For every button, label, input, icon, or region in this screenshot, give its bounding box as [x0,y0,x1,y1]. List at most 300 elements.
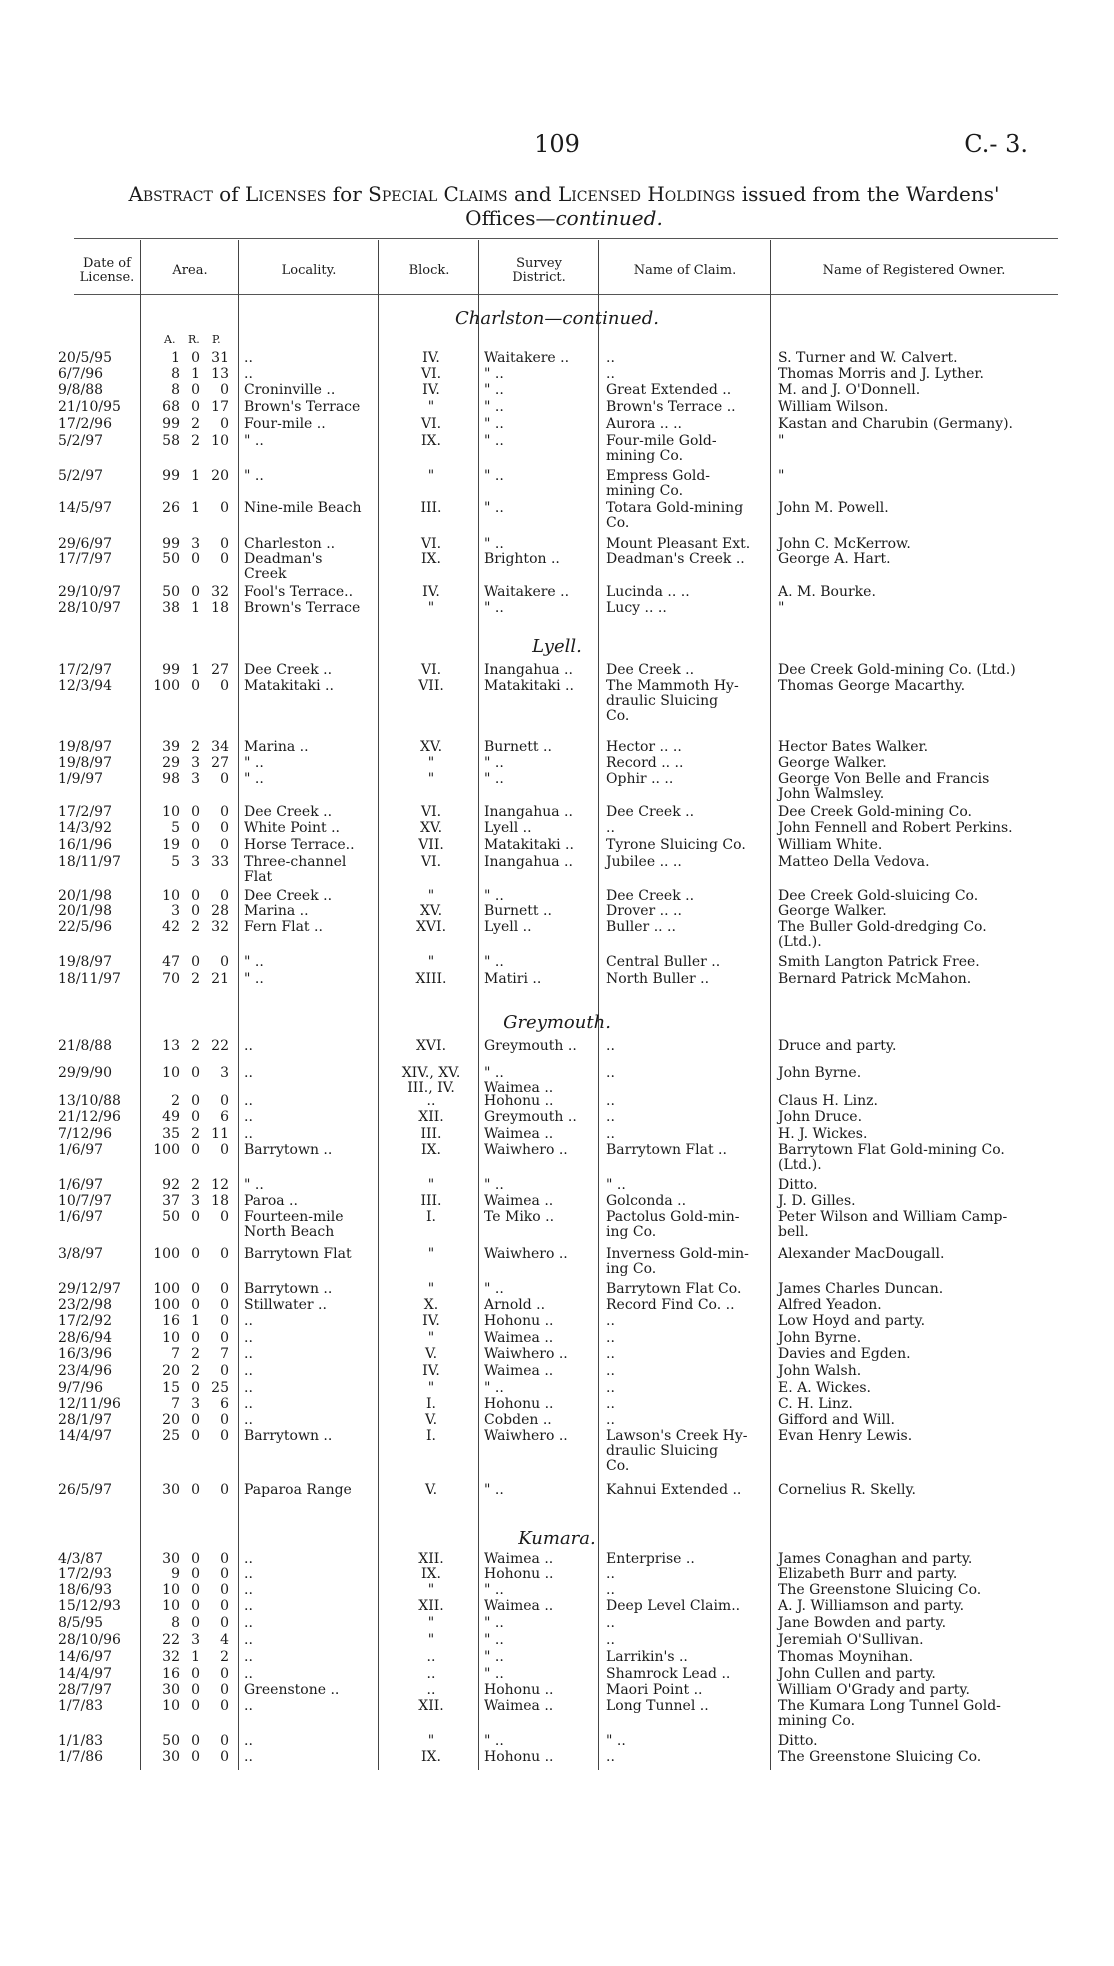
cell-clm: Inverness Gold-min- ing Co. [606,1246,749,1277]
cell-blk: .. [426,1666,436,1682]
cell-clm: Deadman's Creek .. [606,551,745,567]
cell-date: 14/4/97 [58,1428,112,1444]
cell-date: 1/6/97 [58,1209,104,1225]
cell-blk: " [427,1632,435,1648]
cell-date: 28/1/97 [58,1412,112,1428]
cell-sur: Burnett .. [484,903,552,919]
cell-r: 2 [191,1346,200,1362]
cell-own: Jane Bowden and party. [778,1615,947,1631]
cell-a: 58 [162,433,180,449]
cell-own: George Von Belle and Francis John Walmsley. [778,771,990,802]
cell-p: 0 [220,1682,229,1698]
cell-blk: IV. [422,382,440,398]
cell-p: 27 [211,755,229,771]
cell-a: 50 [162,551,180,567]
cell-r: 0 [191,1281,200,1297]
cell-loc: .. [244,350,253,366]
cell-blk: " [427,755,435,771]
cell-a: 30 [162,1482,180,1498]
cell-sur: " .. [484,600,504,616]
cell-own: John Fennell and Robert Perkins. [778,820,1013,836]
cell-loc: " .. [244,771,264,787]
cell-loc: .. [244,1126,253,1142]
cell-blk: VI. [420,536,442,552]
cell-p: 27 [211,662,229,678]
cell-a: 68 [162,399,180,415]
cell-sur: Waitakere .. [484,350,570,366]
cell-p: 0 [220,1749,229,1765]
cell-own: The Greenstone Sluicing Co. [778,1749,982,1765]
cell-a: 42 [162,919,180,935]
cell-sur: " .. [484,536,504,552]
section-heading: Lyell. [532,636,582,657]
cell-p: 0 [220,1598,229,1614]
cell-date: 18/11/97 [58,971,121,987]
cell-sur: Inangahua .. [484,662,573,678]
cell-r: 0 [191,1749,200,1765]
cell-r: 0 [191,1246,200,1262]
cell-r: 0 [191,1666,200,1682]
cell-blk: IV. [422,1363,440,1379]
cell-date: 16/3/96 [58,1346,112,1362]
cell-a: 15 [162,1380,180,1396]
cell-sur: " .. [484,1666,504,1682]
cell-r: 3 [191,1396,200,1412]
cell-sur: Cobden .. [484,1412,552,1428]
header-block: Block. [408,263,450,278]
cell-blk: XIII. [415,971,447,987]
cell-a: 100 [153,1297,180,1313]
cell-loc: .. [244,1109,253,1125]
cell-sur: Waiwhero .. [484,1142,568,1158]
cell-date: 28/10/96 [58,1632,121,1648]
cell-a: 10 [162,1698,180,1714]
cell-sur: " .. [484,433,504,449]
cell-p: 0 [220,500,229,516]
cell-r: 0 [191,382,200,398]
cell-clm: Kahnui Extended .. [606,1482,742,1498]
cell-sur: " .. [484,1733,504,1749]
cell-r: 0 [191,1428,200,1444]
cell-r: 1 [191,500,200,516]
cell-blk: IX. [421,433,441,449]
cell-sur: Greymouth .. [484,1109,577,1125]
cell-blk: IX. [421,1566,441,1582]
cell-clm: Brown's Terrace .. [606,399,736,415]
cell-own: M. and J. O'Donnell. [778,382,921,398]
cell-own: Hector Bates Walker. [778,739,929,755]
cell-sur: Inangahua .. [484,854,573,870]
cell-blk: " [427,399,435,415]
cell-sur: Waimea .. [484,1551,554,1567]
cell-clm: Record .. .. [606,755,684,771]
cell-blk: XII. [418,1598,444,1614]
cell-clm: Dee Creek .. [606,804,695,820]
cell-r: 3 [191,1193,200,1209]
cell-own: Dee Creek Gold-sluicing Co. [778,888,979,904]
cell-date: 17/7/97 [58,551,112,567]
cell-date: 17/2/96 [58,416,112,432]
cell-a: 100 [153,1281,180,1297]
cell-date: 21/12/96 [58,1109,121,1125]
cell-r: 0 [191,804,200,820]
cell-sur: Waiwhero .. [484,1346,568,1362]
cell-blk: VI. [420,662,442,678]
cell-loc: .. [244,1038,253,1054]
cell-sur: Greymouth .. [484,1038,577,1054]
cell-p: 21 [211,971,229,987]
cell-loc: " .. [244,954,264,970]
header-area: Area. [172,263,208,278]
cell-own: Smith Langton Patrick Free. [778,954,980,970]
cell-sur: Waimea .. [484,1330,554,1346]
cell-date: 8/5/95 [58,1615,104,1631]
cell-a: 8 [171,382,180,398]
cell-r: 1 [191,468,200,484]
cell-own: Alfred Yeadon. [778,1297,882,1313]
cell-own: Jeremiah O'Sullivan. [778,1632,924,1648]
cell-sur: " .. [484,382,504,398]
cell-date: 29/9/90 [58,1065,112,1081]
cell-p: 0 [220,1330,229,1346]
cell-blk: .. [426,1649,436,1665]
cell-date: 20/1/98 [58,903,112,919]
cell-own: John Byrne. [778,1330,862,1346]
cell-loc: Charleston .. [244,536,336,552]
cell-date: 10/7/97 [58,1193,112,1209]
cell-own: Dee Creek Gold-mining Co. [778,804,972,820]
cell-blk: XII. [418,1551,444,1567]
cell-p: 28 [211,903,229,919]
cell-clm: Long Tunnel .. [606,1698,709,1714]
cell-date: 14/5/97 [58,500,112,516]
cell-date: 5/2/97 [58,468,104,484]
cell-own: Matteo Della Vedova. [778,854,930,870]
cell-own: John M. Powell. [778,500,889,516]
cell-sur: " .. [484,366,504,382]
cell-date: 19/8/97 [58,739,112,755]
cell-loc: .. [244,1582,253,1598]
cell-clm: Golconda .. [606,1193,687,1209]
cell-blk: XII. [418,1698,444,1714]
cell-date: 3/8/97 [58,1246,104,1262]
cell-a: 10 [162,888,180,904]
cell-date: 17/2/92 [58,1313,112,1329]
cell-date: 1/6/97 [58,1142,104,1158]
cell-a: 47 [162,954,180,970]
cell-blk: " [427,1733,435,1749]
cell-p: 0 [220,1093,229,1109]
cell-p: 3 [220,1065,229,1081]
cell-clm: .. [606,366,615,382]
cell-clm: Four-mile Gold- mining Co. [606,433,717,464]
cell-own: Dee Creek Gold-mining Co. (Ltd.) [778,662,1016,678]
cell-loc: .. [244,1412,253,1428]
cell-a: 8 [171,1615,180,1631]
cell-r: 0 [191,903,200,919]
cell-sur: " .. [484,1649,504,1665]
unit-acres: A. [164,333,176,346]
cell-blk: I. [426,1396,436,1412]
cell-own: Ditto. [778,1733,818,1749]
cell-sur: Waitakere .. [484,584,570,600]
cell-loc: " .. [244,755,264,771]
cell-blk: III. [420,500,442,516]
cell-r: 0 [191,888,200,904]
cell-p: 2 [220,1649,229,1665]
cell-r: 0 [191,1733,200,1749]
cell-p: 0 [220,1615,229,1631]
cell-r: 0 [191,1297,200,1313]
cell-loc: Croninville .. [244,382,336,398]
cell-clm: .. [606,1313,615,1329]
cell-clm: .. [606,1749,615,1765]
cell-clm: Barrytown Flat Co. [606,1281,742,1297]
cell-date: 23/2/98 [58,1297,112,1313]
cell-loc: Deadman's Creek [244,551,323,582]
cell-clm: .. [606,1615,615,1631]
cell-loc: Dee Creek .. [244,888,333,904]
header-locality: Locality. [281,263,337,278]
cell-sur: Waimea .. [484,1363,554,1379]
cell-r: 0 [191,837,200,853]
cell-clm: Barrytown Flat .. [606,1142,727,1158]
cell-p: 12 [211,1177,229,1193]
cell-clm: Dee Creek .. [606,888,695,904]
cell-loc: .. [244,1698,253,1714]
cell-blk: V. [424,1346,438,1362]
cell-r: 0 [191,1598,200,1614]
cell-own: James Charles Duncan. [778,1281,944,1297]
cell-loc: Greenstone .. [244,1682,340,1698]
cell-p: 0 [220,888,229,904]
cell-sur: Hohonu .. [484,1093,554,1109]
cell-sur: Lyell .. [484,820,532,836]
cell-clm: Lucinda .. .. [606,584,690,600]
cell-r: 0 [191,1142,200,1158]
cell-clm: Enterprise .. [606,1551,695,1567]
cell-sur: Waimea .. [484,1126,554,1142]
cell-date: 12/11/96 [58,1396,121,1412]
cell-date: 9/7/96 [58,1380,104,1396]
cell-loc: .. [244,1733,253,1749]
cell-p: 0 [220,382,229,398]
cell-r: 0 [191,1330,200,1346]
cell-own: " [778,433,785,449]
cell-loc: White Point .. [244,820,340,836]
cell-clm: .. [606,1380,615,1396]
cell-loc: Barrytown .. [244,1142,333,1158]
cell-loc: .. [244,1093,253,1109]
cell-clm: Tyrone Sluicing Co. [606,837,746,853]
cell-blk: .. [426,1093,436,1109]
cell-blk: " [427,1380,435,1396]
cell-date: 1/1/83 [58,1733,104,1749]
cell-p: 0 [220,771,229,787]
cell-loc: " .. [244,433,264,449]
cell-p: 11 [211,1126,229,1142]
cell-loc: Barrytown .. [244,1428,333,1444]
cell-r: 0 [191,678,200,694]
cell-blk: " [427,468,435,484]
cell-loc: " .. [244,971,264,987]
cell-a: 10 [162,804,180,820]
cell-clm: Mount Pleasant Ext. [606,536,751,552]
cell-a: 8 [171,366,180,382]
cell-own: The Kumara Long Tunnel Gold- mining Co. [778,1698,1001,1729]
cell-own: Cornelius R. Skelly. [778,1482,916,1498]
cell-loc: Marina .. [244,903,309,919]
cell-r: 0 [191,1698,200,1714]
cell-loc: .. [244,1666,253,1682]
cell-a: 9 [171,1566,180,1582]
cell-p: 34 [211,739,229,755]
cell-r: 0 [191,399,200,415]
cell-r: 3 [191,755,200,771]
cell-loc: Stillwater .. [244,1297,327,1313]
cell-own: Barrytown Flat Gold-mining Co. (Ltd.). [778,1142,1005,1173]
cell-own: William White. [778,837,883,853]
cell-a: 20 [162,1412,180,1428]
cell-sur: " .. [484,755,504,771]
cell-clm: Shamrock Lead .. [606,1666,731,1682]
cell-a: 22 [162,1632,180,1648]
cell-blk: XV. [419,903,443,919]
cell-a: 30 [162,1682,180,1698]
cell-sur: " .. [484,416,504,432]
cell-blk: VI. [420,416,442,432]
cell-date: 1/7/86 [58,1749,104,1765]
cell-loc: Paparoa Range [244,1482,352,1498]
cell-loc: Dee Creek .. [244,662,333,678]
cell-own: Evan Henry Lewis. [778,1428,913,1444]
cell-clm: .. [606,1065,615,1081]
cell-loc: .. [244,1649,253,1665]
cell-r: 0 [191,1482,200,1498]
header-date: Date of License. [79,256,135,285]
cell-clm: .. [606,1109,615,1125]
cell-date: 9/8/88 [58,382,104,398]
cell-blk: IV. [422,350,440,366]
cell-loc: .. [244,1598,253,1614]
cell-date: 18/11/97 [58,854,121,870]
cell-date: 14/4/97 [58,1666,112,1682]
cell-r: 1 [191,1313,200,1329]
cell-clm: " .. [606,1177,626,1193]
cell-own: James Conaghan and party. [778,1551,973,1567]
cell-clm: Dee Creek .. [606,662,695,678]
unit-roods: R. [188,333,200,346]
cell-own: S. Turner and W. Calvert. [778,350,958,366]
cell-blk: VI. [420,366,442,382]
unit-perches: P. [212,333,221,346]
cell-blk: IX. [421,1142,441,1158]
cell-p: 13 [211,366,229,382]
cell-loc: .. [244,1313,253,1329]
cell-sur: Brighton .. [484,551,560,567]
cell-blk: VII. [418,678,444,694]
cell-own: J. D. Gilles. [778,1193,856,1209]
cell-date: 12/3/94 [58,678,112,694]
cell-date: 19/8/97 [58,755,112,771]
cell-blk: V. [424,1412,438,1428]
cell-p: 0 [220,1363,229,1379]
cell-a: 29 [162,755,180,771]
cell-own: Gifford and Will. [778,1412,895,1428]
cell-sur: Arnold .. [484,1297,546,1313]
cell-sur: Matakitaki .. [484,678,574,694]
cell-clm: .. [606,1566,615,1582]
cell-r: 3 [191,771,200,787]
cell-sur: " .. [484,1632,504,1648]
cell-sur: Matakitaki .. [484,837,574,853]
cell-own: John Cullen and party. [778,1666,936,1682]
cell-r: 3 [191,536,200,552]
cell-clm: Empress Gold- mining Co. [606,468,711,499]
cell-blk: XV. [419,820,443,836]
cell-r: 0 [191,350,200,366]
cell-a: 16 [162,1313,180,1329]
cell-p: 0 [220,551,229,567]
cell-date: 4/3/87 [58,1551,104,1567]
cell-p: 0 [220,820,229,836]
cell-a: 39 [162,739,180,755]
cell-loc: .. [244,1615,253,1631]
cell-r: 3 [191,854,200,870]
cell-p: 0 [220,1551,229,1567]
cell-p: 0 [220,1428,229,1444]
cell-p: 0 [220,1142,229,1158]
cell-blk: V. [424,1482,438,1498]
cell-clm: The Mammoth Hy- draulic Sluicing Co. [606,678,739,724]
cell-p: 0 [220,1209,229,1225]
cell-date: 1/7/83 [58,1698,104,1714]
section-heading: Charlston—continued. [455,308,659,329]
cell-own: Bernard Patrick McMahon. [778,971,972,987]
cell-clm: " .. [606,1733,626,1749]
cell-p: 18 [211,600,229,616]
cell-a: 2 [171,1093,180,1109]
page-title: Abstract of Licenses for Special Claims and Licensed Holdings issued from the Wardens' Offices—continued. [128,182,1000,230]
cell-p: 10 [211,433,229,449]
cell-loc: Three-channel Flat [244,854,347,885]
cell-sur: " .. Waimea .. [484,1065,554,1096]
cell-blk: " [427,1615,435,1631]
cell-a: 50 [162,1733,180,1749]
cell-blk: VII. [418,837,444,853]
cell-p: 18 [211,1193,229,1209]
section-heading: Greymouth. [503,1012,611,1033]
cell-a: 5 [171,854,180,870]
cell-a: 98 [162,771,180,787]
cell-clm: Deep Level Claim.. [606,1598,741,1614]
cell-r: 0 [191,1065,200,1081]
cell-date: 17/2/93 [58,1566,112,1582]
cell-p: 20 [211,468,229,484]
cell-p: 6 [220,1396,229,1412]
cell-blk: IX. [421,1749,441,1765]
cell-a: 92 [162,1177,180,1193]
cell-a: 49 [162,1109,180,1125]
cell-clm: .. [606,1396,615,1412]
cell-a: 7 [171,1396,180,1412]
cell-date: 29/10/97 [58,584,121,600]
cell-loc: .. [244,1396,253,1412]
cell-a: 100 [153,1246,180,1262]
cell-p: 25 [211,1380,229,1396]
cell-r: 0 [191,1615,200,1631]
cell-blk: .. [426,1682,436,1698]
